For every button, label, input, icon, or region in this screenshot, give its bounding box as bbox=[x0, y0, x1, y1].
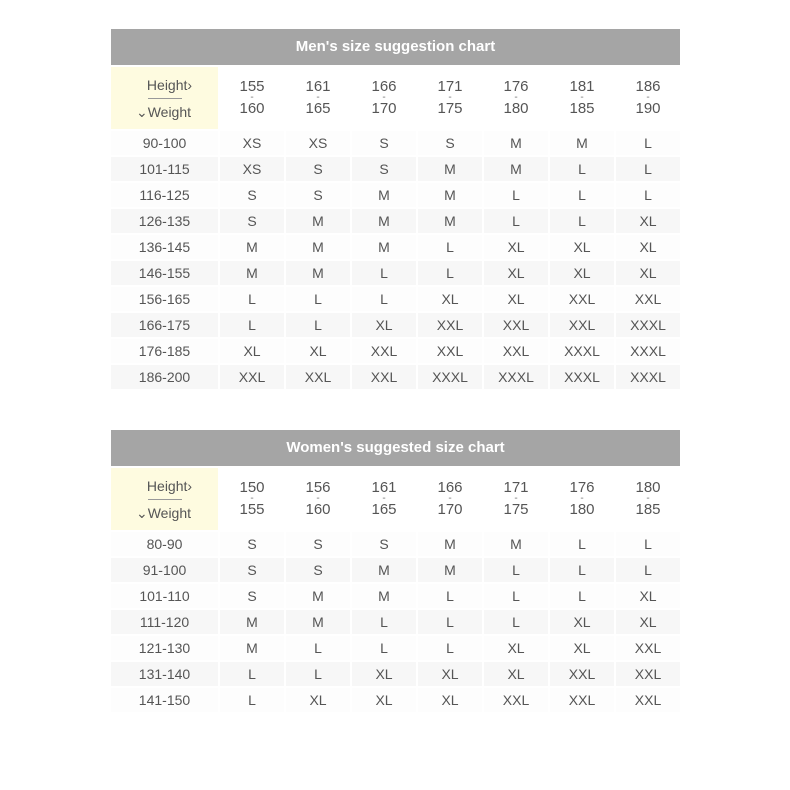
size-table bbox=[109, 65, 682, 391]
chevron-right-icon: › bbox=[187, 477, 193, 494]
size-cell: M bbox=[550, 131, 614, 155]
weight-range-cell: 101-110 bbox=[111, 584, 218, 608]
height-header-row bbox=[111, 67, 680, 129]
height-from: 166 bbox=[437, 479, 463, 496]
height-to: 155 bbox=[239, 501, 265, 518]
table-row bbox=[111, 532, 680, 556]
height-from: 176 bbox=[569, 479, 595, 496]
size-cell: XL bbox=[616, 261, 680, 285]
table-row bbox=[111, 610, 680, 634]
size-cell: XL bbox=[286, 688, 350, 712]
size-cell: XS bbox=[220, 157, 284, 181]
height-from: 181 bbox=[569, 78, 595, 95]
height-range-cell bbox=[286, 67, 350, 129]
size-table bbox=[109, 466, 682, 714]
height-to: 160 bbox=[305, 501, 331, 518]
size-cell: L bbox=[286, 636, 350, 660]
size-cell: XL bbox=[550, 610, 614, 634]
size-cell: M bbox=[418, 532, 482, 556]
corner-cell bbox=[111, 468, 218, 530]
size-cell: L bbox=[484, 183, 548, 207]
chart-title: Women's suggested size chart bbox=[111, 430, 680, 466]
weight-range-cell: 146-155 bbox=[111, 261, 218, 285]
weight-label: Weight bbox=[147, 504, 192, 521]
height-range bbox=[616, 481, 680, 517]
size-cell: XL bbox=[616, 584, 680, 608]
height-range bbox=[220, 80, 284, 116]
table-row bbox=[111, 662, 680, 686]
table-row bbox=[111, 339, 680, 363]
size-cell: XL bbox=[616, 209, 680, 233]
weight-label: Weight bbox=[147, 103, 192, 120]
range-dash: - bbox=[580, 92, 584, 103]
chevron-down-icon: ⌄ bbox=[135, 504, 148, 521]
weight-range-cell: 186-200 bbox=[111, 365, 218, 389]
chevron-right-icon: › bbox=[187, 76, 193, 93]
height-to: 185 bbox=[635, 501, 661, 518]
size-cell: L bbox=[418, 610, 482, 634]
table-row bbox=[111, 287, 680, 311]
table-row bbox=[111, 131, 680, 155]
size-cell: XL bbox=[418, 688, 482, 712]
height-to: 160 bbox=[239, 100, 265, 117]
size-cell: L bbox=[418, 584, 482, 608]
height-range bbox=[484, 80, 548, 116]
size-cell: M bbox=[220, 636, 284, 660]
size-cell: XXL bbox=[418, 339, 482, 363]
height-range-cell bbox=[550, 67, 614, 129]
size-cell: XL bbox=[616, 235, 680, 259]
size-cell: L bbox=[484, 584, 548, 608]
size-cell: XXL bbox=[352, 365, 416, 389]
weight-range-cell: 166-175 bbox=[111, 313, 218, 337]
table-row bbox=[111, 183, 680, 207]
size-cell: XL bbox=[352, 313, 416, 337]
range-dash: - bbox=[514, 493, 518, 504]
height-range-cell bbox=[286, 468, 350, 530]
size-cell: S bbox=[220, 209, 284, 233]
height-from: 171 bbox=[503, 479, 529, 496]
height-header-row bbox=[111, 468, 680, 530]
size-cell: XXXL bbox=[616, 313, 680, 337]
size-cell: XL bbox=[286, 339, 350, 363]
size-cell: M bbox=[418, 157, 482, 181]
size-cell: XL bbox=[418, 287, 482, 311]
height-range bbox=[550, 80, 614, 116]
size-cell: XL bbox=[484, 636, 548, 660]
size-cell: XL bbox=[484, 287, 548, 311]
height-range-cell bbox=[418, 67, 482, 129]
size-cell: XXL bbox=[550, 688, 614, 712]
size-cell: M bbox=[220, 235, 284, 259]
range-dash: - bbox=[448, 92, 452, 103]
size-cell: L bbox=[286, 313, 350, 337]
table-row bbox=[111, 365, 680, 389]
size-cell: L bbox=[616, 558, 680, 582]
weight-range-cell: 116-125 bbox=[111, 183, 218, 207]
size-cell: L bbox=[616, 183, 680, 207]
size-cell: L bbox=[550, 209, 614, 233]
range-dash: - bbox=[646, 493, 650, 504]
range-dash: - bbox=[382, 92, 386, 103]
height-to: 180 bbox=[569, 501, 595, 518]
size-cell: L bbox=[616, 532, 680, 556]
height-range-cell bbox=[220, 468, 284, 530]
size-cell: M bbox=[418, 558, 482, 582]
size-cell: M bbox=[484, 157, 548, 181]
height-from: 166 bbox=[371, 78, 397, 95]
size-cell: L bbox=[550, 584, 614, 608]
table-row bbox=[111, 157, 680, 181]
table-row bbox=[111, 636, 680, 660]
height-range bbox=[220, 481, 284, 517]
weight-range-cell: 156-165 bbox=[111, 287, 218, 311]
size-cell: M bbox=[484, 131, 548, 155]
size-cell: XXXL bbox=[550, 339, 614, 363]
size-cell: L bbox=[220, 662, 284, 686]
height-range bbox=[484, 481, 548, 517]
size-cell: XXXL bbox=[418, 365, 482, 389]
size-cell: L bbox=[616, 157, 680, 181]
range-dash: - bbox=[316, 92, 320, 103]
size-cell: XXXL bbox=[484, 365, 548, 389]
size-cell: XXL bbox=[616, 636, 680, 660]
divider-line bbox=[148, 98, 182, 99]
corner-cell bbox=[111, 67, 218, 129]
size-cell: M bbox=[484, 532, 548, 556]
weight-range-cell: 111-120 bbox=[111, 610, 218, 634]
size-cell: S bbox=[286, 183, 350, 207]
range-dash: - bbox=[316, 493, 320, 504]
weight-range-cell: 126-135 bbox=[111, 209, 218, 233]
height-from: 171 bbox=[437, 78, 463, 95]
size-cell: XXL bbox=[550, 662, 614, 686]
size-cell: M bbox=[352, 235, 416, 259]
size-cell: XL bbox=[352, 688, 416, 712]
height-range bbox=[616, 80, 680, 116]
height-from: 186 bbox=[635, 78, 661, 95]
weight-axis-label bbox=[111, 104, 218, 120]
height-to: 180 bbox=[503, 100, 529, 117]
size-cell: S bbox=[286, 532, 350, 556]
size-cell: XXL bbox=[352, 339, 416, 363]
size-cell: XXL bbox=[616, 688, 680, 712]
weight-range-cell: 80-90 bbox=[111, 532, 218, 556]
size-cell: XXXL bbox=[550, 365, 614, 389]
size-cell: XXXL bbox=[616, 339, 680, 363]
height-from: 176 bbox=[503, 78, 529, 95]
height-from: 155 bbox=[239, 78, 265, 95]
height-label: Height bbox=[146, 477, 188, 494]
height-range-cell bbox=[616, 67, 680, 129]
size-cell: L bbox=[418, 261, 482, 285]
size-cell: XL bbox=[616, 610, 680, 634]
size-cell: XXXL bbox=[616, 365, 680, 389]
size-cell: L bbox=[616, 131, 680, 155]
size-cell: M bbox=[352, 558, 416, 582]
height-to: 190 bbox=[635, 100, 661, 117]
table-row bbox=[111, 313, 680, 337]
chart-title: Men's size suggestion chart bbox=[111, 29, 680, 65]
size-cell: M bbox=[220, 261, 284, 285]
size-cell: M bbox=[286, 235, 350, 259]
size-cell: L bbox=[484, 209, 548, 233]
size-cell: M bbox=[352, 209, 416, 233]
size-cell: S bbox=[220, 532, 284, 556]
size-cell: XXL bbox=[550, 313, 614, 337]
height-range bbox=[286, 80, 350, 116]
range-dash: - bbox=[580, 493, 584, 504]
height-to: 170 bbox=[371, 100, 397, 117]
size-cell: M bbox=[286, 610, 350, 634]
height-from: 161 bbox=[305, 78, 331, 95]
height-range-cell bbox=[484, 468, 548, 530]
size-cell: XXL bbox=[484, 339, 548, 363]
range-dash: - bbox=[514, 92, 518, 103]
size-cell: L bbox=[484, 610, 548, 634]
height-from: 156 bbox=[305, 479, 331, 496]
table-row bbox=[111, 558, 680, 582]
height-from: 161 bbox=[371, 479, 397, 496]
range-dash: - bbox=[646, 92, 650, 103]
size-cell: S bbox=[286, 558, 350, 582]
chevron-down-icon: ⌄ bbox=[135, 103, 148, 120]
size-cell: XS bbox=[286, 131, 350, 155]
size-cell: XXL bbox=[550, 287, 614, 311]
size-cell: M bbox=[286, 584, 350, 608]
size-cell: XS bbox=[220, 131, 284, 155]
height-range bbox=[418, 481, 482, 517]
size-cell: M bbox=[352, 584, 416, 608]
height-range-cell bbox=[220, 67, 284, 129]
size-cell: XXL bbox=[484, 313, 548, 337]
table-row bbox=[111, 235, 680, 259]
table-row bbox=[111, 261, 680, 285]
weight-range-cell: 176-185 bbox=[111, 339, 218, 363]
men-size-chart bbox=[111, 29, 680, 391]
size-cell: XXL bbox=[616, 662, 680, 686]
height-range-cell bbox=[484, 67, 548, 129]
size-cell: L bbox=[418, 235, 482, 259]
size-cell: L bbox=[352, 636, 416, 660]
height-range-cell bbox=[418, 468, 482, 530]
size-cell: S bbox=[286, 157, 350, 181]
weight-range-cell: 90-100 bbox=[111, 131, 218, 155]
size-cell: L bbox=[352, 610, 416, 634]
height-axis-label bbox=[111, 478, 218, 494]
size-cell: S bbox=[220, 584, 284, 608]
weight-range-cell: 121-130 bbox=[111, 636, 218, 660]
height-to: 165 bbox=[371, 501, 397, 518]
size-cell: XXL bbox=[220, 365, 284, 389]
height-axis-label bbox=[111, 77, 218, 93]
size-cell: S bbox=[220, 183, 284, 207]
height-to: 175 bbox=[503, 501, 529, 518]
height-to: 165 bbox=[305, 100, 331, 117]
size-cell: L bbox=[550, 558, 614, 582]
size-cell: S bbox=[418, 131, 482, 155]
height-from: 180 bbox=[635, 479, 661, 496]
size-cell: XXL bbox=[286, 365, 350, 389]
height-to: 175 bbox=[437, 100, 463, 117]
size-cell: XL bbox=[220, 339, 284, 363]
table-row bbox=[111, 584, 680, 608]
height-range bbox=[352, 481, 416, 517]
table-row bbox=[111, 209, 680, 233]
size-cell: XL bbox=[550, 235, 614, 259]
size-cell: S bbox=[352, 131, 416, 155]
weight-range-cell: 131-140 bbox=[111, 662, 218, 686]
size-cell: M bbox=[418, 209, 482, 233]
size-cell: M bbox=[418, 183, 482, 207]
divider-line bbox=[148, 499, 182, 500]
size-cell: L bbox=[286, 662, 350, 686]
height-range bbox=[286, 481, 350, 517]
height-range bbox=[550, 481, 614, 517]
table-row bbox=[111, 688, 680, 712]
size-cell: S bbox=[352, 157, 416, 181]
height-range-cell bbox=[352, 67, 416, 129]
range-dash: - bbox=[382, 493, 386, 504]
range-dash: - bbox=[250, 493, 254, 504]
range-dash: - bbox=[250, 92, 254, 103]
size-cell: L bbox=[550, 532, 614, 556]
weight-range-cell: 101-115 bbox=[111, 157, 218, 181]
height-range-cell bbox=[352, 468, 416, 530]
size-cell: L bbox=[352, 287, 416, 311]
height-to: 185 bbox=[569, 100, 595, 117]
size-cell: L bbox=[220, 287, 284, 311]
size-cell: XXL bbox=[616, 287, 680, 311]
size-cell: XL bbox=[550, 261, 614, 285]
size-cell: XL bbox=[484, 662, 548, 686]
weight-axis-label bbox=[111, 505, 218, 521]
size-cell: M bbox=[286, 261, 350, 285]
women-size-chart bbox=[111, 430, 680, 714]
height-label: Height bbox=[146, 76, 188, 93]
weight-range-cell: 91-100 bbox=[111, 558, 218, 582]
height-range-cell bbox=[550, 468, 614, 530]
size-cell: L bbox=[220, 688, 284, 712]
size-cell: XL bbox=[484, 235, 548, 259]
size-cell: M bbox=[286, 209, 350, 233]
size-cell: L bbox=[484, 558, 548, 582]
size-cell: M bbox=[352, 183, 416, 207]
size-cell: XXL bbox=[484, 688, 548, 712]
size-cell: L bbox=[286, 287, 350, 311]
size-cell: M bbox=[220, 610, 284, 634]
size-cell: L bbox=[550, 183, 614, 207]
size-cell: L bbox=[418, 636, 482, 660]
size-cell: L bbox=[550, 157, 614, 181]
size-cell: XL bbox=[550, 636, 614, 660]
height-range-cell bbox=[616, 468, 680, 530]
size-cell: S bbox=[352, 532, 416, 556]
size-cell: XL bbox=[484, 261, 548, 285]
weight-range-cell: 141-150 bbox=[111, 688, 218, 712]
height-range bbox=[352, 80, 416, 116]
height-to: 170 bbox=[437, 501, 463, 518]
weight-range-cell: 136-145 bbox=[111, 235, 218, 259]
size-cell: L bbox=[220, 313, 284, 337]
size-cell: S bbox=[220, 558, 284, 582]
size-cell: XXL bbox=[418, 313, 482, 337]
size-cell: XL bbox=[418, 662, 482, 686]
height-range bbox=[418, 80, 482, 116]
size-cell: XL bbox=[352, 662, 416, 686]
size-cell: L bbox=[352, 261, 416, 285]
range-dash: - bbox=[448, 493, 452, 504]
height-from: 150 bbox=[239, 479, 265, 496]
